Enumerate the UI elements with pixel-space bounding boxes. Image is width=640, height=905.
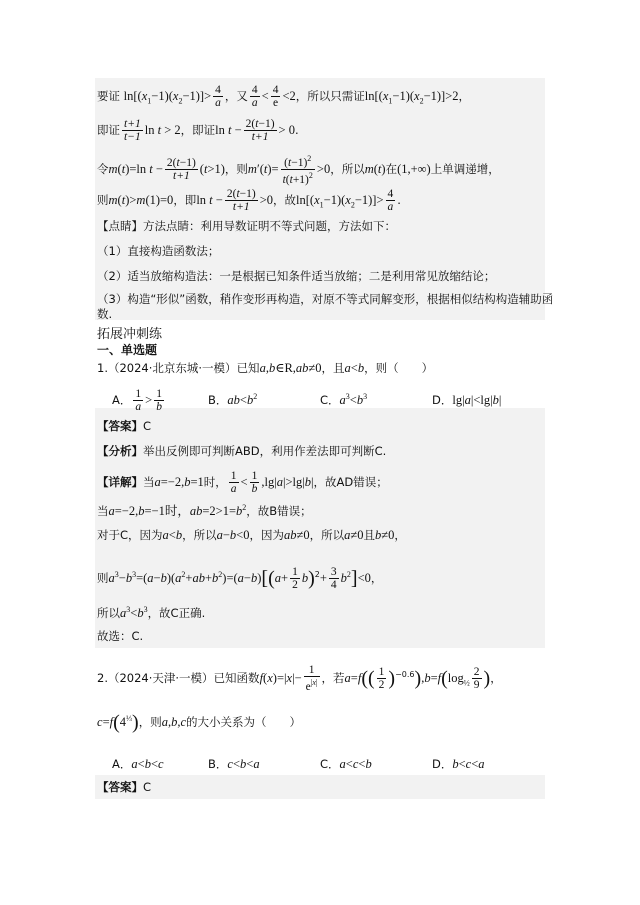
q1-analysis: 【分析】举出反例即可判断ABD，利用作差法即可判断C. bbox=[97, 444, 387, 458]
q1-stem: 1.（2024·北京东城·一模）已知a,b∈R,ab≠0，且a<b，则（ ） bbox=[97, 361, 434, 375]
q2-option-d[interactable]: D．b<c<a bbox=[432, 757, 485, 771]
q2-option-c[interactable]: C．a<c<b bbox=[320, 757, 372, 771]
q2-stem-line-1: 2.（2024·天津·一模）已知函数f(x)=|x|− $\frac{1}{e^{|x|}}$ ，若a=f(( $\frac{1}{2}$ )$^{-0.6}),b=f(\log_{\frac{1}{2}}$ $\frac{2}{9}$ )， bbox=[97, 664, 502, 693]
commentary-item-3: （3）构造“形似”函数，稍作变形再构造，对原不等式同解变形，根据相似结构构造辅助函 bbox=[97, 292, 554, 306]
commentary-item-2: （2）适当放缩构造法：一是根据已知条件适当放缩；二是利用常见放缩结论； bbox=[97, 269, 496, 283]
q1-option-d[interactable]: D．lg|a|<lg|b| bbox=[432, 393, 502, 407]
q1-option-b[interactable]: B．$ab<b^2$ bbox=[208, 392, 258, 408]
commentary-line: 【点睛】方法点睛：利用导数证明不等式问题，方法如下： bbox=[97, 219, 396, 233]
q1-detail-2: 当a=−2,b=−1时，$ab=2>1=b^2$，故B错误； bbox=[97, 503, 312, 519]
subsection-title: 一、单选题 bbox=[97, 343, 158, 357]
proof-line-1: 要证 $\ln[(x_1-1)(x_2-1)]>$ $\frac{4}{a}$ ，又 $\frac{4}{a}$ < $\frac{4}{e}$ <2，所以只需证$\ln[(x_1-1)(x_2-1)]>2$， bbox=[97, 84, 471, 109]
q1-detail-5: 所以$a^3<b^3$，故C正确. bbox=[97, 605, 206, 621]
q2-option-b[interactable]: B．c<b<a bbox=[208, 757, 260, 771]
section-title: 拓展冲刺练 bbox=[97, 327, 163, 342]
q2-option-a[interactable]: A．a<b<c bbox=[112, 757, 164, 771]
q2-stem-line-2: $c=f(4^{\frac{1}{3}})$，则a,b,c的大小关系为（ ） bbox=[97, 711, 302, 734]
proof-line-3: 令m(t)=ln t − $\frac{2(t-1)}{t+1}$ (t>1)，则m′(t)= $\frac{(t-1)^2}{t(t+1)^2}$ >0，所以m(t)在(1,+∞)上单调递增， bbox=[97, 154, 500, 186]
q1-conclusion: 故选：C. bbox=[97, 629, 144, 643]
q1-detail-3: 对于C，因为a<b，所以a−b<0，因为ab≠0，所以a≠0且b≠0， bbox=[97, 528, 406, 542]
q2-answer-block-bg bbox=[95, 775, 545, 799]
q1-detail-4: 则$a^3-b^3=(a-b)(a^2+ab+b^2)=(a-b)[(a+$ $\frac{1}{2}$ b)$^2$+ $\frac{3}{4}$ $b^2]<0$， bbox=[97, 566, 383, 591]
commentary-item-4: 数. bbox=[97, 307, 113, 321]
q1-detail-1: 【详解】当a=−2,b=1时， $\frac{1}{a}$ < $\frac{1}{b}$ ,lg|a|>lg|b|，故AD错误； bbox=[97, 470, 388, 495]
q1-option-a[interactable]: A． $\frac{1}{a}$ > $\frac{1}{b}$ bbox=[112, 388, 162, 413]
q2-answer: 【答案】C bbox=[97, 780, 152, 794]
proof-line-4: 则m(t)>m(1)=0，即ln t − $\frac{2(t-1)}{t+1}$ >0，故$\ln[(x_1-1)(x_2-1)]>$ $\frac{4}{a}$ . bbox=[97, 188, 401, 213]
proof-line-2: 即证 $\frac{t+1}{t-1}$ ln t > 2，即证ln t − $\frac{2(t-1)}{t+1}$ > 0. bbox=[97, 118, 299, 143]
q1-option-c[interactable]: C．$a^3<b^3$ bbox=[320, 392, 368, 408]
commentary-item-1: （1）直接构造函数法； bbox=[97, 244, 220, 258]
q1-answer: 【答案】C bbox=[97, 419, 152, 433]
